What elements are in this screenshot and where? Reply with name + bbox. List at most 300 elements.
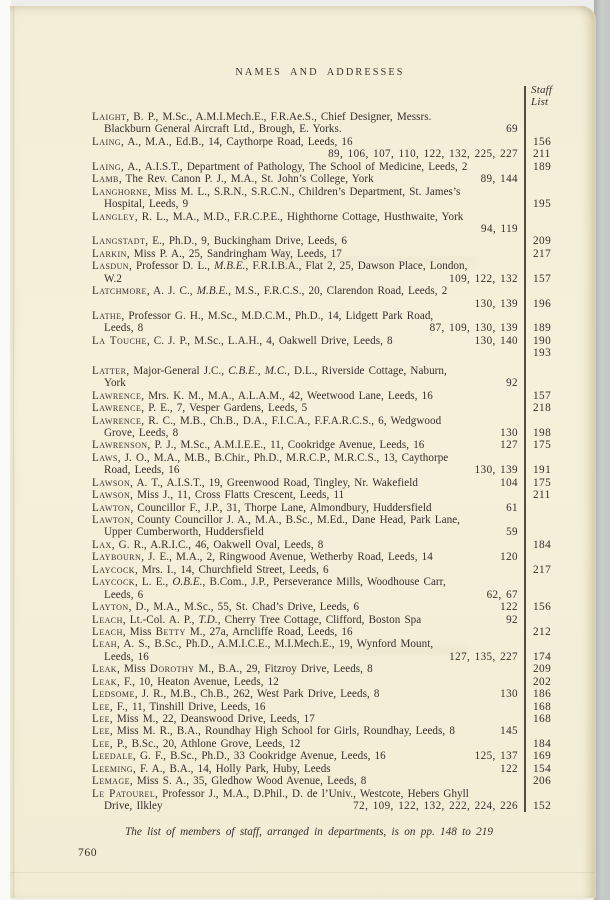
index-page-numbers: 109, 122, 132 bbox=[449, 272, 518, 285]
page-crease-horizontal bbox=[10, 872, 594, 873]
staff-list-number bbox=[518, 365, 533, 377]
directory-entry-line bbox=[92, 285, 574, 297]
plain-text: Grove, Leeds, 8 bbox=[104, 426, 179, 439]
small-caps-text: Lasdun bbox=[92, 260, 130, 273]
index-page-numbers: 104 bbox=[500, 476, 518, 489]
index-page-numbers: 127, 135, 227 bbox=[449, 650, 518, 663]
entry-main-column bbox=[92, 750, 518, 762]
entry-text bbox=[92, 377, 126, 389]
entry-main-column bbox=[92, 614, 518, 626]
entry-text bbox=[92, 285, 447, 297]
directory-entry-line bbox=[92, 750, 574, 762]
plain-text: , F. A., B.A., 14, Holly Park, Huby, Leeds bbox=[133, 762, 331, 775]
small-caps-text: Lathe bbox=[92, 310, 122, 322]
directory-entry-line bbox=[92, 688, 574, 700]
entry-main-column bbox=[92, 638, 518, 650]
staff-list-number: 184 bbox=[533, 538, 552, 551]
staff-list-number: 211 bbox=[533, 148, 551, 161]
entry-text bbox=[92, 514, 460, 526]
staff-list-number: 193 bbox=[533, 347, 552, 360]
entry-main-column bbox=[92, 415, 518, 427]
plain-text: Leeds, 6 bbox=[104, 588, 144, 601]
directory-entry-line bbox=[92, 223, 574, 235]
small-caps-text: Leak bbox=[92, 663, 118, 676]
plain-text: , J. O., M.A., M.B., B.Chir., Ph.D., M.R.C.P., M.R.C.S., 13, Caythorpe bbox=[117, 451, 449, 464]
plain-text: , P. E., 7, Vesper Gardens, Leeds, 5 bbox=[141, 402, 308, 415]
staff-list-number: 175 bbox=[533, 476, 552, 489]
staff-list-number bbox=[518, 211, 533, 223]
entry-text bbox=[92, 713, 315, 725]
small-caps-text: Langley bbox=[92, 210, 135, 223]
directory-entry-line bbox=[92, 439, 574, 451]
small-caps-text: Lee bbox=[92, 725, 110, 738]
entry-main-column bbox=[92, 335, 518, 347]
directory-entry-line bbox=[92, 248, 574, 260]
small-caps-text: Latter bbox=[92, 364, 127, 377]
entry-text bbox=[92, 464, 179, 476]
entry-main-column bbox=[92, 788, 518, 800]
book-page bbox=[10, 6, 596, 898]
small-caps-text: Laws bbox=[92, 451, 118, 464]
index-page-numbers: 87, 109, 130, 139 bbox=[429, 322, 518, 335]
staff-list-number bbox=[518, 123, 533, 135]
plain-text: , Miss M. L., S.R.N., S.R.C.N., Children’s Department, St. James’s bbox=[147, 185, 461, 198]
directory-entry-line bbox=[92, 136, 574, 148]
staff-list-number bbox=[518, 502, 533, 514]
entry-text bbox=[92, 601, 359, 613]
directory-entry-line bbox=[92, 390, 574, 402]
small-caps-text: Lawson bbox=[92, 476, 131, 489]
index-page-numbers: 125, 137 bbox=[474, 750, 518, 763]
directory-entry-line bbox=[92, 514, 574, 526]
index-page-numbers: 72, 109, 122, 132, 222, 224, 226 bbox=[353, 800, 518, 813]
staff-list-number: 152 bbox=[533, 800, 552, 813]
directory-entry-line bbox=[92, 564, 574, 576]
staff-list-number: 217 bbox=[533, 247, 552, 260]
entry-main-column bbox=[92, 347, 518, 359]
directory-entry-line bbox=[92, 235, 574, 247]
staff-list-number: 212 bbox=[533, 625, 552, 638]
entry-main-column bbox=[92, 775, 518, 787]
directory-entry-line bbox=[92, 601, 574, 613]
small-caps-text: Lawrence bbox=[92, 389, 142, 402]
directory-entry-line bbox=[92, 701, 574, 713]
plain-text: , Mrs. K. M., M.A., A.L.A.M., 42, Weetwood Lane, Leeds, 16 bbox=[141, 389, 433, 402]
plain-text: Upper Cumberworth, Huddersfield bbox=[104, 526, 264, 539]
entry-text bbox=[92, 310, 433, 322]
directory-entry-line bbox=[92, 713, 574, 725]
small-caps-text: Leedale bbox=[92, 750, 134, 763]
directory-entry-line bbox=[92, 402, 574, 414]
entry-main-column bbox=[92, 452, 518, 464]
small-caps-text: Leak bbox=[92, 675, 118, 688]
directory-entry-line bbox=[92, 477, 574, 489]
staff-list-number: 169 bbox=[533, 750, 552, 763]
staff-list-number: 218 bbox=[533, 402, 552, 415]
italic-text: O.B.E. bbox=[172, 576, 203, 589]
entry-text bbox=[92, 526, 264, 538]
staff-list-number: 157 bbox=[533, 272, 552, 285]
entry-text bbox=[92, 638, 433, 650]
entry-main-column bbox=[92, 601, 518, 613]
small-caps-text: Lax bbox=[92, 538, 112, 551]
entry-text bbox=[92, 235, 347, 247]
scanner-bed-right-edge bbox=[594, 0, 610, 900]
entry-main-column bbox=[92, 502, 518, 514]
entry-text bbox=[92, 551, 433, 563]
page-crease-vertical bbox=[13, 6, 14, 898]
directory-entry-line bbox=[92, 148, 574, 160]
small-caps-text: Lamb bbox=[92, 173, 119, 186]
staff-list-number: 217 bbox=[533, 563, 552, 576]
small-caps-text: Laing bbox=[92, 135, 122, 148]
index-page-numbers: 62, 67 bbox=[486, 588, 518, 601]
staff-list-number bbox=[518, 223, 533, 235]
plain-text: , G. F., B.Sc., Ph.D., 33 Cookridge Avenue, Leeds, 16 bbox=[133, 750, 386, 763]
directory-entry-line bbox=[92, 260, 574, 272]
entry-text bbox=[92, 123, 342, 135]
entry-text bbox=[92, 260, 467, 272]
plain-text: , M.S., F.R.C.S., 20, Clarendon Road, Leeds, 2 bbox=[228, 285, 448, 298]
italic-text: T.D. bbox=[198, 613, 218, 626]
entry-main-column bbox=[92, 713, 518, 725]
italic-text: M.B.E. bbox=[214, 260, 246, 273]
directory-entry-line bbox=[92, 173, 574, 185]
staff-list-number: 174 bbox=[533, 650, 552, 663]
staff-list-number: 157 bbox=[533, 389, 552, 402]
small-caps-text: Laybourn bbox=[92, 551, 142, 564]
plain-text: York bbox=[104, 377, 126, 390]
entry-text bbox=[92, 750, 386, 762]
entry-main-column bbox=[92, 489, 518, 501]
italic-text: M.B.E. bbox=[196, 285, 229, 298]
entry-main-column bbox=[92, 211, 518, 223]
plain-text: , A. T., A.I.S.T., 19, Greenwood Road, Tingley, Nr. Wakefield bbox=[130, 476, 418, 489]
entry-text bbox=[92, 688, 380, 700]
plain-text: , Mrs. I., 14, Churchfield Street, Leeds, 6 bbox=[134, 563, 329, 576]
staff-list-number bbox=[518, 638, 533, 650]
entry-main-column bbox=[92, 763, 518, 775]
plain-text: , F., 11, Tinshill Drive, Leeds, 16 bbox=[109, 700, 266, 713]
entry-text bbox=[92, 477, 418, 489]
entry-text bbox=[92, 402, 307, 414]
entry-text bbox=[92, 186, 460, 198]
plain-text: , L. E., bbox=[134, 576, 173, 589]
plain-text: M., B.A., 29, Fitzroy Drive, Leeds, 8 bbox=[194, 663, 373, 676]
entry-text bbox=[92, 173, 374, 185]
index-page-numbers: 120 bbox=[500, 551, 518, 564]
entry-text bbox=[92, 111, 431, 123]
directory-entry-line bbox=[92, 123, 574, 135]
staff-list-number: 168 bbox=[533, 713, 552, 725]
plain-text: M., 27a, Arncliffe Road, Leeds, 16 bbox=[185, 625, 353, 638]
directory-entry-line bbox=[92, 589, 574, 601]
plain-text: , J. R., M.B., Ch.B., 262, West Park Drive, Leeds, 8 bbox=[134, 688, 380, 701]
plain-text: , Cherry Tree Cottage, Clifford, Boston Spa bbox=[217, 613, 422, 626]
entry-main-column bbox=[92, 390, 518, 402]
staff-list-number: 156 bbox=[533, 135, 552, 148]
index-page-numbers: 127 bbox=[500, 439, 518, 452]
entry-text bbox=[92, 248, 342, 260]
entry-main-column bbox=[92, 111, 518, 123]
plain-text: , R. C., M.B., Ch.B., D.A., F.I.C.A., F.F.A.R.C.S., 6, Wedgwood bbox=[141, 414, 442, 427]
plain-text: , Miss P. A., 25, Sandringham Way, Leeds, 17 bbox=[126, 247, 342, 260]
entries-list bbox=[92, 111, 574, 813]
directory-entry-line bbox=[92, 638, 574, 650]
entry-text bbox=[92, 390, 433, 402]
directory-entry-line bbox=[92, 211, 574, 223]
directory-entry-line bbox=[92, 347, 574, 359]
plain-text: , C. J. P., M.Sc., L.A.H., 4, Oakwell Drive, Leeds, 8 bbox=[146, 334, 393, 347]
staff-list-number: 196 bbox=[533, 297, 552, 310]
directory-entry-line bbox=[92, 539, 574, 551]
directory-entry-line bbox=[92, 526, 574, 538]
staff-list-number: 156 bbox=[533, 601, 552, 614]
index-page-numbers: 89, 144 bbox=[480, 173, 518, 186]
entry-main-column bbox=[92, 427, 518, 439]
entry-text bbox=[92, 663, 373, 675]
staff-list-number bbox=[518, 173, 533, 185]
small-caps-text: Lee bbox=[92, 737, 110, 750]
entry-main-column bbox=[92, 260, 518, 272]
small-caps-text: Betty bbox=[155, 625, 186, 638]
index-page-numbers: 145 bbox=[500, 725, 518, 738]
index-page-numbers: 89, 106, 107, 110, 122, 132, 225, 227 bbox=[328, 148, 518, 161]
plain-text: , J. E., M.A., 2, Ringwood Avenue, Wetherby Road, Leeds, 14 bbox=[141, 551, 433, 564]
directory-entry-line bbox=[92, 298, 574, 310]
directory-entry-line bbox=[92, 663, 574, 675]
small-caps-text: Lawrence bbox=[92, 402, 142, 415]
small-caps-text: Lawton bbox=[92, 501, 131, 514]
index-page-numbers: 92 bbox=[506, 377, 518, 390]
entry-main-column bbox=[92, 310, 518, 322]
entry-text bbox=[92, 738, 300, 750]
entry-text bbox=[92, 211, 463, 223]
directory-entry-line bbox=[92, 335, 574, 347]
entry-main-column bbox=[92, 402, 518, 414]
entry-main-column bbox=[92, 676, 518, 688]
staff-list-number bbox=[518, 285, 533, 297]
entry-main-column bbox=[92, 235, 518, 247]
directory-entry-line bbox=[92, 489, 574, 501]
entry-text bbox=[92, 365, 447, 377]
entry-main-column bbox=[92, 464, 518, 476]
small-caps-text: Layton bbox=[92, 601, 129, 614]
directory-entry-line bbox=[92, 800, 574, 812]
plain-text: Road, Leeds, 16 bbox=[104, 464, 180, 477]
entry-main-column bbox=[92, 688, 518, 700]
italic-text: C.B.E., M.C., bbox=[228, 364, 290, 377]
entry-text bbox=[92, 589, 143, 601]
entry-main-column bbox=[92, 173, 518, 185]
entry-main-column bbox=[92, 273, 518, 285]
entry-main-column bbox=[92, 738, 518, 750]
entry-main-column bbox=[92, 626, 518, 638]
entry-main-column bbox=[92, 800, 518, 812]
plain-text: , F., 10, Heaton Avenue, Leeds, 12 bbox=[117, 675, 279, 688]
staff-list-number: 211 bbox=[533, 489, 551, 502]
small-caps-text: Leach bbox=[92, 625, 123, 638]
staff-list-column-header bbox=[531, 84, 552, 108]
entry-text bbox=[92, 427, 178, 439]
directory-entry-line bbox=[92, 775, 574, 787]
entry-text bbox=[92, 502, 432, 514]
entry-main-column bbox=[92, 576, 518, 588]
index-page-numbers: 61 bbox=[506, 501, 518, 514]
small-caps-text: Leeming bbox=[92, 762, 134, 775]
entry-main-column bbox=[92, 439, 518, 451]
index-page-numbers: 122 bbox=[500, 601, 518, 614]
plain-text: , A. S., B.Sc., Ph.D., A.M.I.C.E., M.I.Mech.E., 19, Wynford Mount, bbox=[117, 638, 434, 651]
entry-main-column bbox=[92, 701, 518, 713]
plain-text: , Miss J., 11, Cross Flatts Crescent, Leeds, 11 bbox=[130, 489, 345, 502]
index-page-numbers: 130, 140 bbox=[474, 334, 518, 347]
staff-list-number bbox=[518, 514, 533, 526]
staff-list-number: 209 bbox=[533, 235, 552, 248]
staff-list-number: 206 bbox=[533, 775, 552, 788]
small-caps-text: Lawrence bbox=[92, 414, 142, 427]
plain-text: Hospital, Leeds, 9 bbox=[104, 198, 189, 211]
small-caps-text: Laight bbox=[92, 111, 127, 123]
small-caps-text: Lawton bbox=[92, 514, 131, 526]
page-number: 760 bbox=[78, 846, 98, 859]
plain-text: , Councillor F., J.P., 31, Thorpe Lane, Almondbury, Huddersfield bbox=[130, 501, 432, 514]
entry-main-column bbox=[92, 285, 518, 297]
staff-list-number: 168 bbox=[533, 700, 552, 713]
entry-text bbox=[92, 452, 448, 464]
directory-entry-line bbox=[92, 576, 574, 588]
index-page-numbers: 59 bbox=[506, 526, 518, 539]
plain-text: , D., M.A., M.Sc., 55, St. Chad’s Drive, Leeds, 6 bbox=[128, 601, 360, 614]
plain-text: , Miss bbox=[122, 625, 156, 638]
index-page-numbers: 69 bbox=[506, 123, 518, 136]
plain-text: , A. J. C., bbox=[146, 285, 197, 298]
directory-entry-line bbox=[92, 452, 574, 464]
plain-text: , B.Com., J.P., Perseverance Mills, Woodhouse Carr, bbox=[202, 576, 446, 589]
staff-list-number: 191 bbox=[533, 464, 552, 477]
staff-list-number bbox=[518, 551, 533, 563]
directory-entry-line bbox=[92, 676, 574, 688]
staff-list-number bbox=[518, 186, 533, 198]
staff-list-number bbox=[518, 788, 533, 800]
entry-text bbox=[92, 161, 468, 173]
directory-entry-line bbox=[92, 738, 574, 750]
entry-text bbox=[92, 626, 353, 638]
staff-list-number: 154 bbox=[533, 762, 552, 775]
small-caps-text: Laing bbox=[92, 160, 122, 173]
entry-text bbox=[92, 273, 122, 285]
small-caps-text: Ledsome bbox=[92, 688, 135, 701]
index-page-numbers: 122 bbox=[500, 762, 518, 775]
small-caps-text: Lawson bbox=[92, 489, 131, 502]
directory-entry-line bbox=[92, 310, 574, 322]
staff-list-number: 202 bbox=[533, 675, 552, 688]
small-caps-text: Lee bbox=[92, 700, 110, 713]
small-caps-text: Latchmore bbox=[92, 285, 147, 298]
small-caps-text: La Touche bbox=[92, 334, 147, 347]
staff-list-number: 198 bbox=[533, 426, 552, 439]
plain-text: , Major-General J.C., bbox=[126, 364, 229, 377]
small-caps-text: Langstadt bbox=[92, 235, 146, 248]
plain-text: Drive, Ilkley bbox=[104, 800, 163, 813]
staff-list-number: 195 bbox=[533, 198, 552, 211]
entry-text bbox=[92, 763, 331, 775]
entry-main-column bbox=[92, 248, 518, 260]
directory-entry-line bbox=[92, 464, 574, 476]
staff-list-number bbox=[518, 526, 533, 538]
plain-text: , Professor G. H., M.Sc., M.D.C.M., Ph.D., 14, Lidgett Park Road, bbox=[121, 310, 434, 322]
index-page-numbers: 92 bbox=[506, 613, 518, 626]
plain-text: Leeds, 16 bbox=[104, 650, 149, 663]
directory-entry-line bbox=[92, 161, 574, 173]
plain-text: , E., Ph.D., 9, Buckingham Drive, Leeds, 6 bbox=[145, 235, 347, 248]
small-caps-text: Laycock bbox=[92, 576, 135, 589]
index-page-numbers: 130, 139 bbox=[474, 297, 518, 310]
entry-main-column bbox=[92, 564, 518, 576]
small-caps-text: Lee bbox=[92, 713, 110, 725]
staff-list-number bbox=[518, 111, 533, 123]
staff-list-number: 190 bbox=[533, 334, 552, 347]
staff-list-number bbox=[518, 725, 533, 737]
entry-main-column bbox=[92, 136, 518, 148]
small-caps-text: Leah bbox=[92, 638, 118, 651]
staff-list-number: 189 bbox=[533, 160, 552, 173]
staff-list-number: 189 bbox=[533, 322, 552, 335]
directory-entry-line bbox=[92, 273, 574, 285]
small-caps-text: Lawrenson bbox=[92, 439, 148, 452]
staff-list-number bbox=[518, 310, 533, 322]
staff-list-number: 186 bbox=[533, 688, 552, 701]
plain-text: , R. L., M.A., M.D., F.R.C.P.E., Highthorne Cottage, Husthwaite, York bbox=[134, 210, 464, 223]
entry-main-column bbox=[92, 377, 518, 389]
directory-entry-line bbox=[92, 763, 574, 775]
plain-text: D.L., Riverside Cottage, Naburn, bbox=[289, 364, 447, 377]
entry-text bbox=[92, 576, 446, 588]
staff-list-number bbox=[518, 614, 533, 626]
directory-entry-line bbox=[92, 502, 574, 514]
entry-text bbox=[92, 564, 329, 576]
directory-entry-line bbox=[92, 111, 574, 123]
plain-text: , Miss M. R., B.A., Roundhay High School for Girls, Roundhay, Leeds, 8 bbox=[109, 725, 455, 738]
plain-text: W.2 bbox=[104, 272, 122, 285]
directory-entry-line bbox=[92, 725, 574, 737]
index-page-numbers: 130 bbox=[500, 426, 518, 439]
directory-entry-line bbox=[92, 651, 574, 663]
entry-text bbox=[92, 198, 188, 210]
staff-list-header-line1: Staff bbox=[531, 84, 553, 96]
small-caps-text: Laycock bbox=[92, 563, 135, 576]
entry-main-column bbox=[92, 223, 518, 235]
entry-main-column bbox=[92, 663, 518, 675]
directory-entry-line bbox=[92, 365, 574, 377]
plain-text: , A., A.I.S.T., Department of Pathology, The School of Medicine, Leeds, 2 bbox=[121, 160, 468, 173]
staff-list-number bbox=[518, 452, 533, 464]
index-page-numbers: 130, 139 bbox=[474, 464, 518, 477]
entry-text bbox=[92, 415, 441, 427]
entry-main-column bbox=[92, 477, 518, 489]
entry-text bbox=[92, 489, 344, 501]
entry-text bbox=[92, 322, 143, 334]
index-page-numbers: 130 bbox=[500, 688, 518, 701]
entry-main-column bbox=[92, 651, 518, 663]
entry-main-column bbox=[92, 123, 518, 135]
directory-entry-line bbox=[92, 427, 574, 439]
plain-text: Blackburn General Aircraft Ltd., Brough, E. Yorks. bbox=[104, 123, 342, 136]
directory-entry-line bbox=[92, 198, 574, 210]
plain-text: , F.R.I.B.A., Flat 2, 25, Dawson Place, London, bbox=[245, 260, 468, 273]
index-page-numbers: 94, 119 bbox=[481, 222, 518, 235]
plain-text: , Professor D. L., bbox=[129, 260, 215, 273]
